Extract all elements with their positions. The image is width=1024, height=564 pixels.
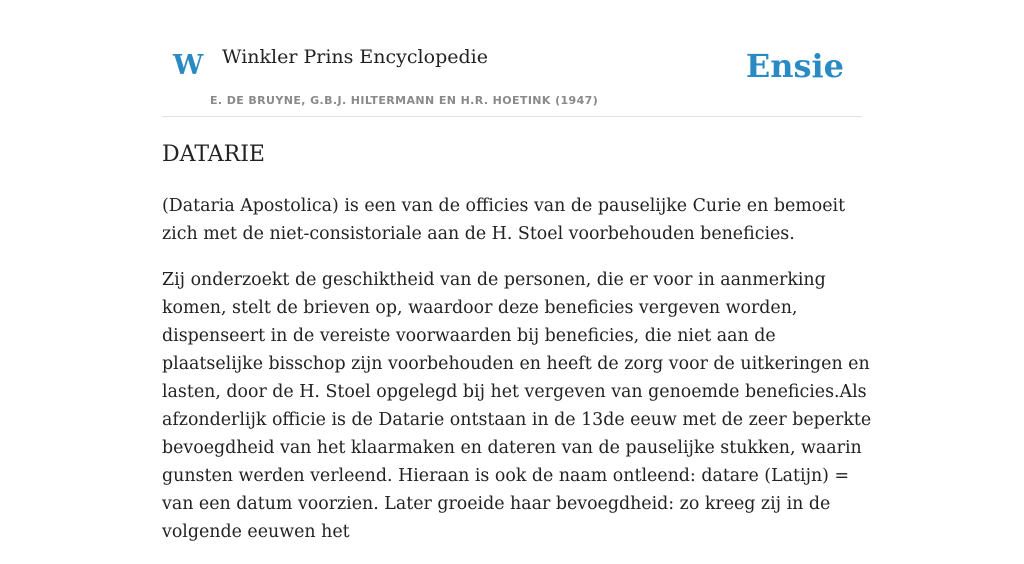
entry-title: DATARIE [162, 142, 265, 167]
entry-content [162, 140, 872, 564]
source-authors: E. DE BRUYNE, G.B.J. HILTERMANN EN H.R. HOETINK (1947) [210, 94, 599, 107]
entry-paragraph: (Dataria Apostolica) is een van de officies van de pauselijke Curie en bemoeit zich met de niet-consistoriale aan de H. Stoel voorbehouden beneficies. [162, 196, 846, 244]
winkler-prins-logo[interactable]: W [173, 50, 204, 81]
source-title[interactable]: Winkler Prins Encyclopedie [222, 46, 488, 68]
source-header [162, 0, 862, 117]
ensie-brand-logo[interactable]: Ensie [745, 47, 844, 85]
entry-paragraph: Zij onderzoekt de geschiktheid van de personen, die er voor in aanmerking komen, stelt de brieven op, waardoor deze beneficies vergeven worden, dispenseert in de vereiste voorwaarden bij beneficies, die niet aan de plaatselijke bisschop zijn voorbehouden en heeft de zorg voor de uitkeringen en lasten, door de H. Stoel opgelegd bij het vergeven van genoemde beneficies.Als afzonderlijk officie is de Datarie ontstaan in de 13de eeuw met de zeer beperkte bevoegdheid van het klaarmaken en dateren van de pauselijke stukken, waarin gunsten werden verleend. Hieraan is ook de naam ontleend: datare (Latijn) = van een datum voorzien. Later groeide haar bevoegdheid: zo kreeg zij in de volgende eeuwen het [162, 270, 872, 542]
